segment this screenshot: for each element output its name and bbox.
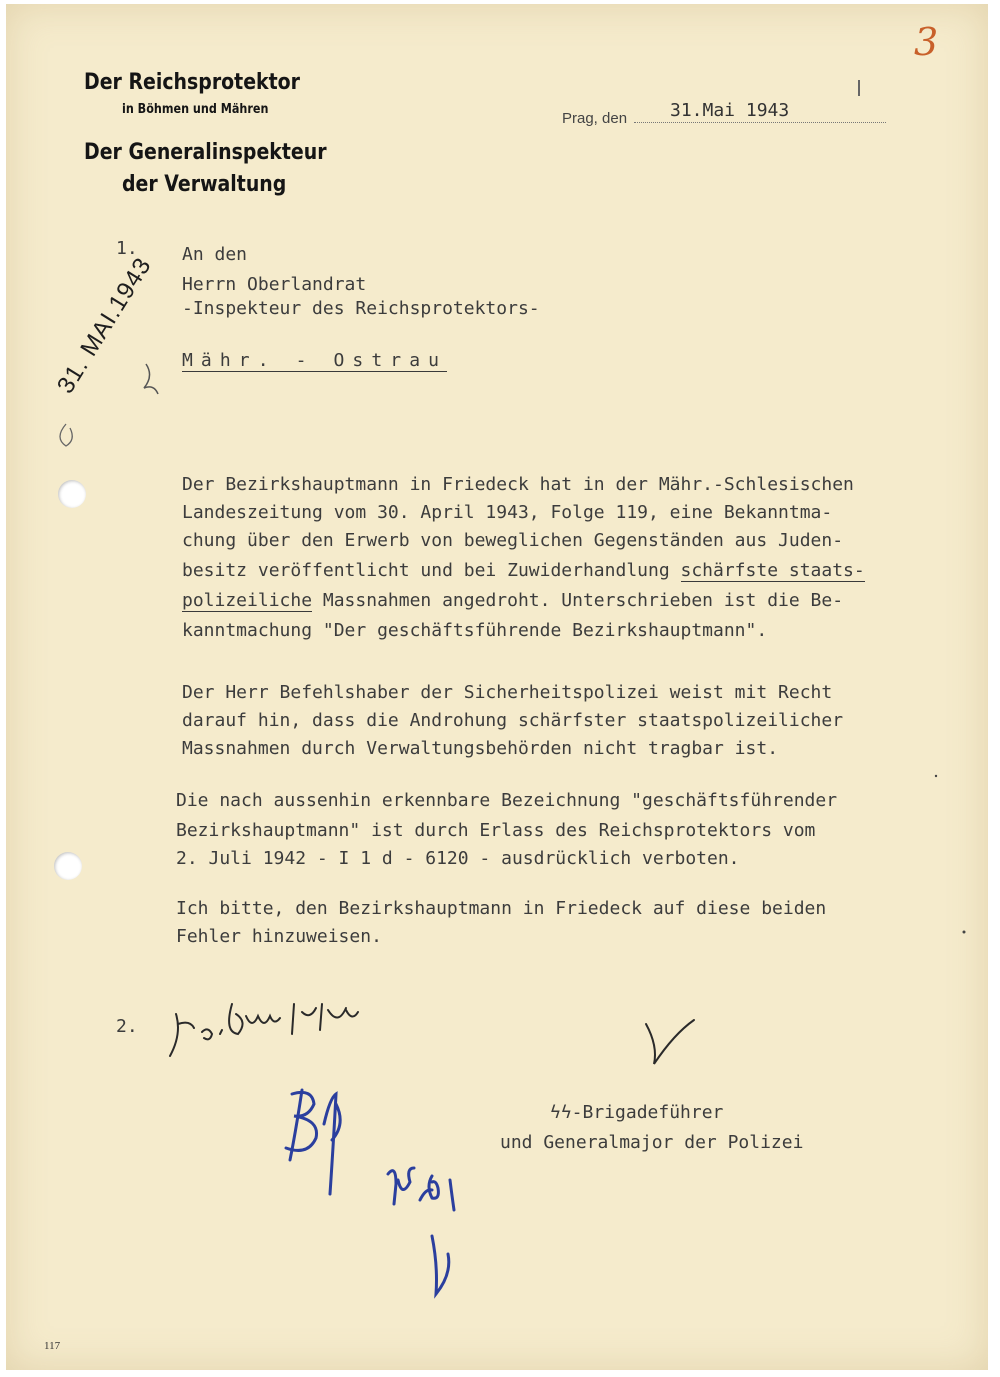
- signature-title-line-2: und Generalmajor der Polizei: [500, 1132, 804, 1153]
- blue-check-mark: [432, 1236, 449, 1294]
- letterhead-line-1: Der Reichsprotektor: [84, 70, 300, 95]
- punch-hole-top: [58, 480, 86, 508]
- letterhead-line-4: der Verwaltung: [122, 172, 287, 197]
- body-line: darauf hin, dass die Androhung schärfster staatspolizeilicher: [182, 710, 844, 731]
- body-line: Fehler hinzuweisen.: [176, 926, 382, 947]
- item-2-number: 2.: [116, 1016, 138, 1037]
- body-line: Landeszeitung vom 30. April 1943, Folge 119, eine Bekanntma-: [182, 502, 833, 523]
- check-mark: [646, 1020, 694, 1064]
- pencil-margin-mark: [60, 424, 72, 446]
- pencil-initial-mark: [144, 364, 158, 394]
- body-line: Der Bezirkshauptmann in Friedeck hat in der Mähr.-Schlesischen: [182, 474, 854, 495]
- body-line: kanntmachung "Der geschäftsführende Bezirkshauptmann".: [182, 620, 768, 641]
- handwritten-marks: [6, 4, 988, 1370]
- ink-speck: [935, 775, 937, 777]
- address-city: Mähr. - Ostrau: [182, 350, 448, 371]
- signature-title-line-1: ϟϟ-Brigadeführer: [550, 1102, 724, 1123]
- body-line: Bezirkshauptmann" ist durch Erlass des Reichsprotektors vom: [176, 820, 816, 841]
- punch-hole-bottom: [54, 852, 82, 880]
- body-line: 2. Juli 1942 - I 1 d - 6120 - ausdrücklich verboten.: [176, 848, 740, 869]
- ink-speck: [963, 931, 966, 934]
- underlined-phrase: schärfste staats-: [680, 560, 865, 581]
- letterhead-line-3: Der Generalinspekteur: [84, 140, 327, 165]
- address-line-1: An den: [182, 244, 248, 265]
- body-line: polizeiliche Massnahmen angedroht. Unterschrieben ist die Be-: [182, 590, 844, 611]
- blue-initials: [286, 1090, 340, 1194]
- letterhead-line-2: in Böhmen und Mähren: [122, 102, 269, 117]
- letter-date: 31.Mai 1943: [670, 100, 790, 121]
- item-1-number: 1.: [116, 238, 138, 259]
- page-number: 3: [914, 20, 939, 64]
- place-label: Prag, den: [562, 110, 628, 127]
- form-code: 117: [44, 1340, 61, 1352]
- handwritten-signature: [170, 1004, 358, 1056]
- document-page: [6, 4, 988, 1370]
- body-line: Massnahmen durch Verwaltungsbehörden nicht tragbar ist.: [182, 738, 779, 759]
- address-line-2: Herrn Oberlandrat: [182, 274, 367, 295]
- received-date-stamp: 31. MAI.1943: [52, 252, 157, 399]
- body-line: Ich bitte, den Bezirkshauptmann in Friedeck auf diese beiden: [176, 898, 827, 919]
- body-line: Der Herr Befehlshaber der Sicherheitspolizei weist mit Recht: [182, 682, 833, 703]
- address-line-3: -Inspekteur des Reichsprotektors-: [182, 298, 540, 319]
- underlined-phrase: polizeiliche: [182, 590, 313, 611]
- body-line: chung über den Erwerb von beweglichen Gegenständen aus Juden-: [182, 530, 844, 551]
- blue-date-note: [388, 1168, 454, 1210]
- body-line: Die nach aussenhin erkennbare Bezeichnung "geschäftsführender: [176, 790, 838, 811]
- body-line: besitz veröffentlicht und bei Zuwiderhandlung schärfste staats-: [182, 560, 865, 581]
